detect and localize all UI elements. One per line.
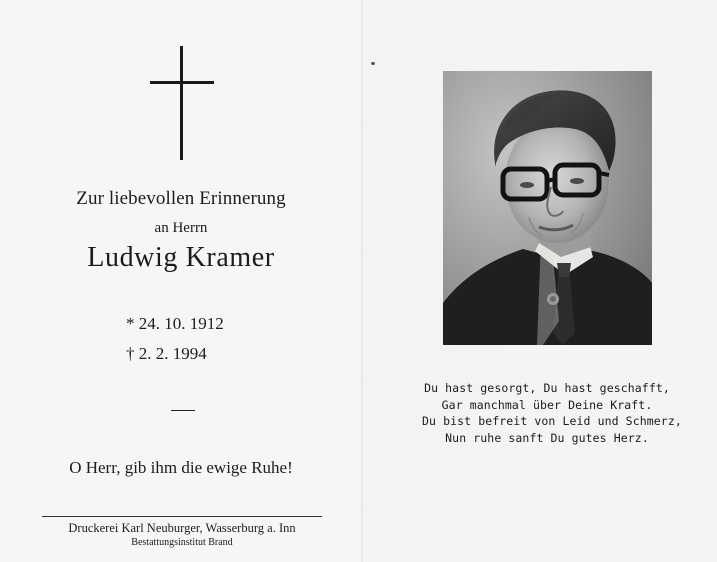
verse-line: Nun ruhe sanft Du gutes Herz. bbox=[445, 430, 649, 445]
paper-speck bbox=[371, 62, 375, 65]
portrait-photo bbox=[443, 71, 652, 345]
birth-date: * 24. 10. 1912 bbox=[126, 314, 224, 333]
life-dates bbox=[126, 309, 224, 369]
undertaker-credit: Bestattungsinstitut Brand bbox=[131, 537, 233, 548]
verse-line: Gar manchmal über Deine Kraft. bbox=[441, 397, 653, 412]
portrait-illustration bbox=[443, 71, 652, 345]
right-page bbox=[362, 0, 717, 562]
death-date: † 2. 2. 1994 bbox=[126, 344, 207, 363]
prayer-text: O Herr, gib ihm die ewige Ruhe! bbox=[69, 458, 293, 477]
footer-rule bbox=[42, 516, 322, 517]
printer-credit: Druckerei Karl Neuburger, Wasserburg a. Inn bbox=[68, 521, 296, 535]
verse-line: Du hast gesorgt, Du hast geschafft, bbox=[424, 381, 670, 395]
verse-line: Du bist befreit von Leid und Schmerz, bbox=[422, 414, 682, 428]
memorial-verse bbox=[422, 380, 682, 446]
divider-dash bbox=[171, 410, 195, 411]
memory-heading: Zur liebevollen Erinnerung bbox=[76, 188, 286, 209]
deceased-name: Ludwig Kramer bbox=[87, 242, 275, 273]
addressee-text: an Herrn bbox=[154, 220, 208, 236]
cross-icon bbox=[150, 46, 214, 160]
